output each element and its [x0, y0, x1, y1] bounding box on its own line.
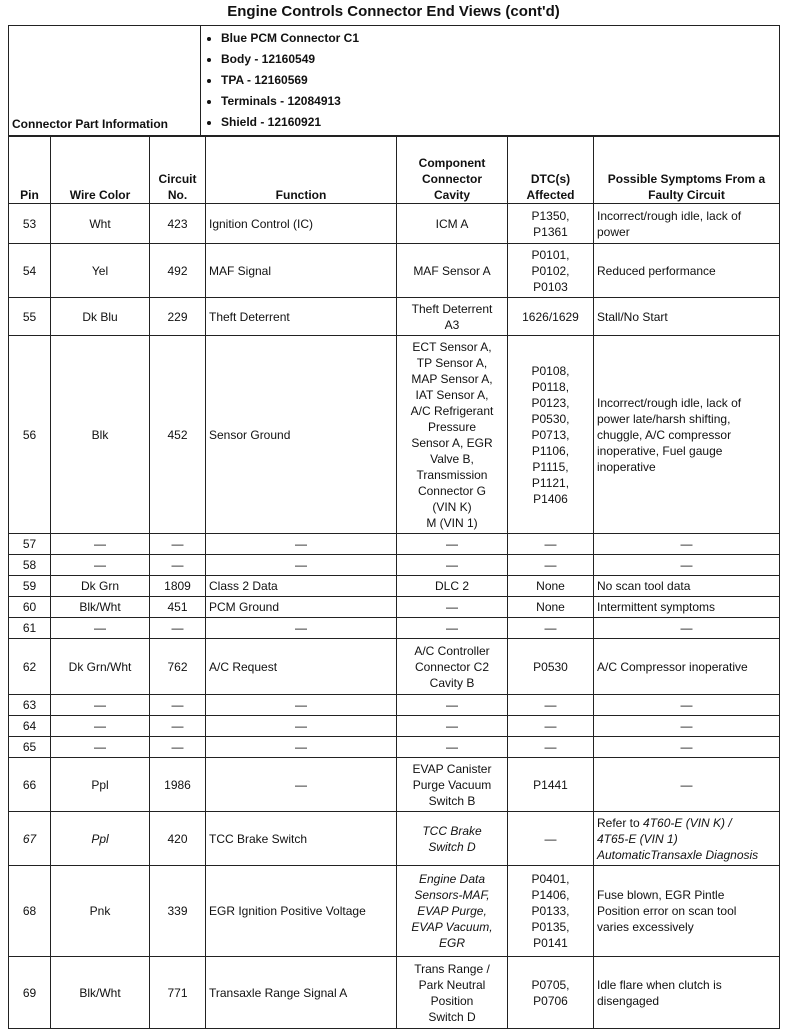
wire-color-cell: Blk: [51, 336, 150, 534]
circuit-cell: —: [150, 555, 206, 576]
symptoms-cell: Stall/No Start: [594, 298, 780, 336]
dtc-cell: —: [508, 812, 594, 866]
pin-cell: 57: [9, 534, 51, 555]
symptoms-cell: —: [594, 758, 780, 812]
table-row: [9, 298, 780, 336]
circuit-cell: —: [150, 534, 206, 555]
function-cell: —: [206, 758, 397, 812]
function-cell: —: [206, 555, 397, 576]
info-item: • Terminals - 12084913: [221, 91, 773, 112]
wire-color-cell: Dk Grn/Wht: [51, 639, 150, 695]
circuit-cell: 452: [150, 336, 206, 534]
dtc-cell: P0705, P0706: [508, 957, 594, 1029]
wire-color-cell: Ppl: [51, 758, 150, 812]
function-cell: PCM Ground: [206, 597, 397, 618]
cavity-cell: EVAP Canister Purge Vacuum Switch B: [397, 758, 508, 812]
pin-cell: 54: [9, 244, 51, 298]
symptoms-cell: —: [594, 555, 780, 576]
symptoms-cell: Idle flare when clutch is disengaged: [594, 957, 780, 1029]
symptoms-cell: —: [594, 737, 780, 758]
table-row: [9, 957, 780, 1029]
cavity-cell: A/C Controller Connector C2 Cavity B: [397, 639, 508, 695]
dtc-cell: —: [508, 737, 594, 758]
info-item: • Shield - 12160921: [221, 112, 773, 133]
info-item: • TPA - 12160569: [221, 70, 773, 91]
dtc-cell: None: [508, 576, 594, 597]
cavity-cell: ICM A: [397, 204, 508, 244]
dtc-cell: P0530: [508, 639, 594, 695]
header-circuit-no: Circuit No.: [150, 137, 206, 204]
circuit-cell: 762: [150, 639, 206, 695]
function-cell: Sensor Ground: [206, 336, 397, 534]
table-row: [9, 336, 780, 534]
circuit-cell: 771: [150, 957, 206, 1029]
circuit-cell: —: [150, 618, 206, 639]
pin-cell: 69: [9, 957, 51, 1029]
table-row: [9, 597, 780, 618]
pin-cell: 66: [9, 758, 51, 812]
table-row: [9, 555, 780, 576]
pin-table: [8, 136, 780, 1029]
dtc-cell: None: [508, 597, 594, 618]
circuit-cell: 1986: [150, 758, 206, 812]
pin-cell: 55: [9, 298, 51, 336]
function-cell: —: [206, 618, 397, 639]
symptoms-cell: Reduced performance: [594, 244, 780, 298]
cavity-cell: —: [397, 555, 508, 576]
header-cavity: Component Connector Cavity: [397, 137, 508, 204]
symptoms-cell: Incorrect/rough idle, lack of power: [594, 204, 780, 244]
dtc-cell: —: [508, 534, 594, 555]
symptoms-cell: [594, 812, 780, 866]
symptoms-cell: —: [594, 716, 780, 737]
cavity-cell: ECT Sensor A, TP Sensor A, MAP Sensor A, IAT Sensor A, A/C Refrigerant Pressure Sensor A, EGR Valve B, Transmission Connector G (VIN K) M (VIN 1): [397, 336, 508, 534]
cavity-cell: —: [397, 597, 508, 618]
wire-color-cell: Pnk: [51, 866, 150, 957]
function-cell: Class 2 Data: [206, 576, 397, 597]
function-cell: —: [206, 716, 397, 737]
symptoms-cell: No scan tool data: [594, 576, 780, 597]
dtc-cell: —: [508, 716, 594, 737]
header-function: Function: [206, 137, 397, 204]
function-cell: Ignition Control (IC): [206, 204, 397, 244]
symptoms-cell: —: [594, 695, 780, 716]
circuit-cell: 1809: [150, 576, 206, 597]
symptoms-ref-2: 4T65-E (VIN 1): [597, 831, 678, 846]
header-wire-color: Wire Color: [51, 137, 150, 204]
pin-cell: 68: [9, 866, 51, 957]
table-row: [9, 812, 780, 866]
function-cell: TCC Brake Switch: [206, 812, 397, 866]
pin-cell: 65: [9, 737, 51, 758]
wire-color-cell: Dk Blu: [51, 298, 150, 336]
symptoms-cell: Intermittent symptoms: [594, 597, 780, 618]
table-row: [9, 576, 780, 597]
header-dtc: DTC(s) Affected: [508, 137, 594, 204]
table-row: [9, 716, 780, 737]
connector-info-label: Connector Part Information: [9, 26, 201, 136]
function-cell: —: [206, 737, 397, 758]
symptoms-ref-3: AutomaticTransaxle Diagnosis: [597, 847, 759, 862]
cavity-cell: Theft Deterrent A3: [397, 298, 508, 336]
pin-cell: 53: [9, 204, 51, 244]
wire-color-cell: —: [51, 695, 150, 716]
pin-cell: 62: [9, 639, 51, 695]
pin-cell: 56: [9, 336, 51, 534]
table-row: [9, 244, 780, 298]
table-row: [9, 758, 780, 812]
wire-color-cell: —: [51, 534, 150, 555]
wire-color-cell: Dk Grn: [51, 576, 150, 597]
function-cell: —: [206, 534, 397, 555]
pin-cell: 60: [9, 597, 51, 618]
pin-cell: 58: [9, 555, 51, 576]
table-row: [9, 534, 780, 555]
function-cell: A/C Request: [206, 639, 397, 695]
dtc-cell: P1350, P1361: [508, 204, 594, 244]
table-row: [9, 204, 780, 244]
dtc-cell: 1626/1629: [508, 298, 594, 336]
dtc-cell: P0101, P0102, P0103: [508, 244, 594, 298]
dtc-cell: P1441: [508, 758, 594, 812]
circuit-cell: 492: [150, 244, 206, 298]
cavity-cell: —: [397, 716, 508, 737]
info-item: • Body - 12160549: [221, 49, 773, 70]
cavity-cell: Engine Data Sensors-MAF, EVAP Purge, EVAP Vacuum, EGR: [397, 866, 508, 957]
circuit-cell: 420: [150, 812, 206, 866]
table-row: [9, 695, 780, 716]
wire-color-cell: —: [51, 555, 150, 576]
header-pin: Pin: [9, 137, 51, 204]
circuit-cell: 339: [150, 866, 206, 957]
symptoms-cell: —: [594, 618, 780, 639]
dtc-cell: P0401, P1406, P0133, P0135, P0141: [508, 866, 594, 957]
wire-color-cell: Blk/Wht: [51, 597, 150, 618]
cavity-cell: —: [397, 534, 508, 555]
connector-info-table: [8, 25, 780, 136]
connector-sheet: [8, 25, 779, 1029]
circuit-cell: 423: [150, 204, 206, 244]
table-row: [9, 866, 780, 957]
function-cell: EGR Ignition Positive Voltage: [206, 866, 397, 957]
pin-cell: 63: [9, 695, 51, 716]
cavity-cell: MAF Sensor A: [397, 244, 508, 298]
circuit-cell: —: [150, 737, 206, 758]
symptoms-cell: Incorrect/rough idle, lack of power late/harsh shifting, chuggle, A/C compressor inoperative, Fuel gauge inoperative: [594, 336, 780, 534]
wire-color-cell: —: [51, 737, 150, 758]
wire-color-cell: —: [51, 618, 150, 639]
wire-color-cell: Yel: [51, 244, 150, 298]
function-cell: Transaxle Range Signal A: [206, 957, 397, 1029]
pin-cell: 59: [9, 576, 51, 597]
cavity-cell: DLC 2: [397, 576, 508, 597]
pin-cell: 67: [9, 812, 51, 866]
circuit-cell: —: [150, 695, 206, 716]
symptoms-cell: Fuse blown, EGR Pintle Position error on scan tool varies excessively: [594, 866, 780, 957]
function-cell: Theft Deterrent: [206, 298, 397, 336]
circuit-cell: 229: [150, 298, 206, 336]
dtc-cell: P0108, P0118, P0123, P0530, P0713, P1106, P1115, P1121, P1406: [508, 336, 594, 534]
symptoms-cell: —: [594, 534, 780, 555]
function-cell: —: [206, 695, 397, 716]
wire-color-cell: Ppl: [51, 812, 150, 866]
cavity-cell: —: [397, 695, 508, 716]
wire-color-cell: Wht: [51, 204, 150, 244]
function-cell: MAF Signal: [206, 244, 397, 298]
symptoms-prefix: Refer to: [597, 815, 644, 830]
wire-color-cell: Blk/Wht: [51, 957, 150, 1029]
dtc-cell: —: [508, 555, 594, 576]
cavity-cell: Trans Range / Park Neutral Position Switch D: [397, 957, 508, 1029]
pin-cell: 64: [9, 716, 51, 737]
connector-info-list: [201, 26, 780, 136]
header-row: [9, 137, 780, 204]
wire-color-cell: —: [51, 716, 150, 737]
symptoms-cell: A/C Compressor inoperative: [594, 639, 780, 695]
cavity-cell: TCC Brake Switch D: [397, 812, 508, 866]
info-item: • Blue PCM Connector C1: [221, 28, 773, 49]
dtc-cell: —: [508, 695, 594, 716]
table-row: [9, 639, 780, 695]
pin-cell: 61: [9, 618, 51, 639]
table-row: [9, 737, 780, 758]
cavity-cell: —: [397, 618, 508, 639]
table-row: [9, 618, 780, 639]
circuit-cell: —: [150, 716, 206, 737]
header-symptoms: Possible Symptoms From a Faulty Circuit: [594, 137, 780, 204]
circuit-cell: 451: [150, 597, 206, 618]
page-title: Engine Controls Connector End Views (cont'd): [227, 3, 560, 20]
symptoms-ref-1: 4T60-E (VIN K) /: [643, 815, 732, 830]
cavity-cell: —: [397, 737, 508, 758]
dtc-cell: —: [508, 618, 594, 639]
